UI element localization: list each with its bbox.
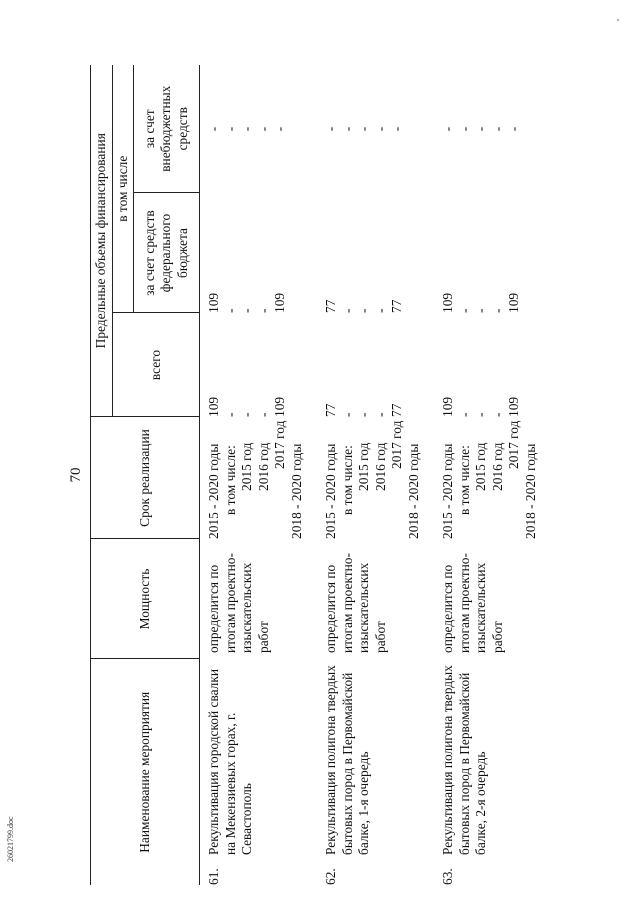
extrabudget-value: - [456,126,472,132]
document-sheet [60,65,538,885]
period-line: 2015 год [239,442,254,491]
row-extrabudget-cell [317,65,434,193]
period-line: 2015 год [473,442,488,491]
row-name: Рекультивация полигона твердых бытовых пород в Первомайской балке, 2-я очередь [440,665,488,855]
extrabudget-value: - [506,126,521,132]
row-capacity: определится по итогам проектно-изыскательских работ [206,553,271,653]
row-name: Рекультивация городской свалки на Мекензиевых горах, г. Севастополь [206,668,254,855]
table-row [200,65,318,885]
header-col-federal: за счет средств федерального бюджета [134,193,200,313]
federal-value: - [339,308,355,313]
period-line: 2016 год [489,442,505,491]
total-value: - [356,412,371,417]
total-value: - [372,412,388,417]
period-line: 2018 - 2020 годы [288,443,304,539]
extrabudget-value: - [323,126,338,132]
federal-value: 109 [506,292,521,313]
row-extrabudget-cell [200,65,318,193]
federal-value: - [489,308,505,313]
extrabudget-value: - [440,126,455,132]
row-name-cell [434,659,551,885]
header-col-capacity: Мощность [91,539,200,659]
header-col-period: Срок реализации [91,417,200,539]
extrabudget-value: - [389,126,404,132]
federal-value: - [356,308,371,313]
row-federal-cell [434,193,551,313]
period-line: 2018 - 2020 годы [405,443,421,539]
period-line: 2015 - 2020 годы [206,443,221,539]
federal-value: - [456,308,472,313]
total-value: - [239,412,254,417]
scan-speck [617,19,619,21]
extrabudget-value: - [239,126,254,132]
federal-value: 77 [389,299,404,313]
header-col-incl: в том числе [112,65,134,313]
federal-value: 109 [272,292,287,313]
row-name-cell [317,659,434,885]
total-value: - [339,412,355,417]
period-line: 2015 год [356,442,371,491]
extrabudget-value: - [356,126,371,132]
period-line: в том числе: [456,445,472,515]
total-value: 109 [440,396,455,417]
extrabudget-value: - [222,126,238,132]
period-line: 2017 год [389,420,404,469]
total-value: 109 [272,396,287,417]
row-number: 63. [440,868,455,885]
table-row [434,65,551,885]
period-line: в том числе: [222,445,238,515]
header-col-extrabudget: за счет внебюджетных средств [134,65,200,193]
row-period-cell [434,417,551,539]
total-value: - [222,412,238,417]
period-line: в том числе: [339,445,355,515]
row-capacity: определится по итогам проектно-изыскательских работ [323,553,388,653]
table-row [317,65,434,885]
header-col-name: Наименование мероприятия [91,659,200,885]
row-number: 62. [323,868,338,885]
row-extrabudget-cell [434,65,551,193]
extrabudget-value: - [339,126,355,132]
period-line: 2015 - 2020 годы [323,443,338,539]
federal-value: 77 [323,299,338,313]
row-name: Рекультивация полигона твердых бытовых пород в Первомайской балке, 1-я очередь [323,665,371,855]
total-value: - [489,412,505,417]
row-total-cell [200,313,318,417]
row-federal-cell [317,193,434,313]
total-value: 109 [206,396,221,417]
period-line: 2017 год [506,420,521,469]
federal-value: - [222,308,238,313]
extrabudget-value: - [255,126,271,132]
page-number: 70 [68,467,84,483]
federal-value: 109 [206,292,221,313]
period-line: 2018 - 2020 годы [522,443,538,539]
extrabudget-value: - [272,126,287,132]
row-total-cell [317,313,434,417]
total-value: - [456,412,472,417]
federal-value: - [255,308,271,313]
federal-value: - [372,308,388,313]
row-period-cell [200,417,318,539]
period-line: 2016 год [372,442,388,491]
row-total-cell [434,313,551,417]
row-capacity-cell [200,539,318,659]
period-line: 2015 - 2020 годы [440,443,455,539]
period-line: 2016 год [255,442,271,491]
header-col-funding: Предельные объемы финансирования [91,65,113,417]
row-capacity: определится по итогам проектно-изыскательских работ [440,553,505,653]
total-value: 77 [389,403,404,417]
row-name-cell [200,659,318,885]
row-capacity-cell [434,539,551,659]
federal-value: 109 [440,292,455,313]
total-value: - [473,412,488,417]
total-value: - [255,412,271,417]
row-federal-cell [200,193,318,313]
row-period-cell [317,417,434,539]
federal-value: - [239,308,254,313]
footer-doc-id: 26021799.doc [6,816,15,862]
total-value: 109 [506,396,521,417]
row-number: 61. [206,868,221,885]
federal-value: - [473,308,488,313]
funding-table [90,65,551,885]
extrabudget-value: - [473,126,488,132]
table-body [200,65,552,885]
extrabudget-value: - [372,126,388,132]
row-capacity-cell [317,539,434,659]
extrabudget-value: - [206,126,221,132]
header-col-total: всего [112,313,200,417]
total-value: 77 [323,403,338,417]
extrabudget-value: - [489,126,505,132]
period-line: 2017 год [272,420,287,469]
